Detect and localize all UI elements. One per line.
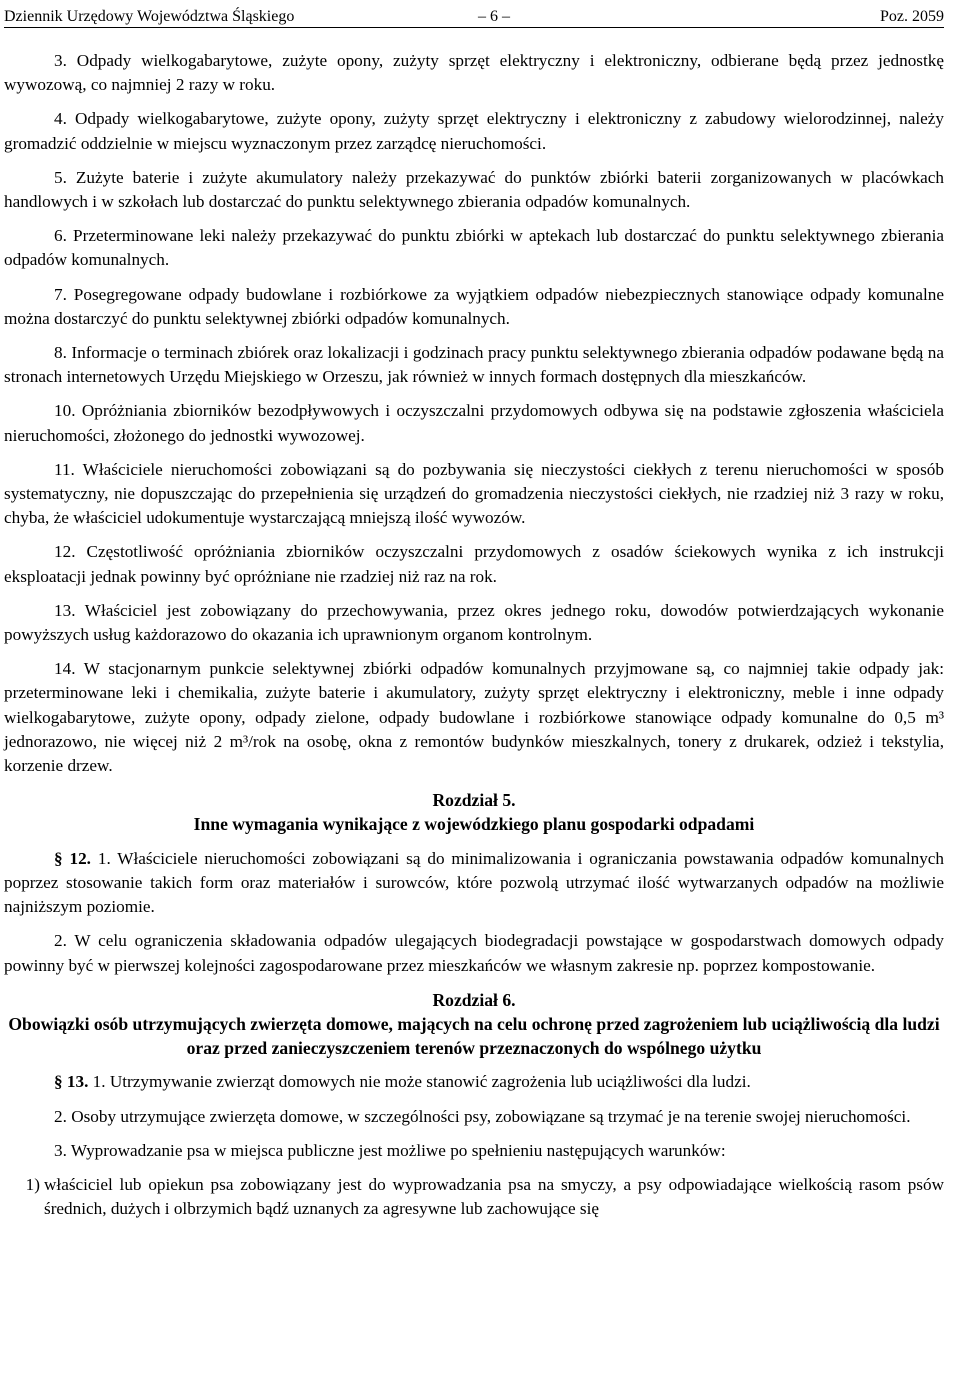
publication-name: Dziennik Urzędowy Województwa Śląskiego [4,8,295,25]
document-body [4,49,944,1221]
section-12-text-1: 1. Właściciele nieruchomości zobowiązani są do minimalizowania i ograniczania powstawania odpadów komunalnych poprzez stosowanie takich form oraz materiałów i surowców, które pozwolą utrzymać ilość wytwarzanych odpadów na możliwie najniższym poziomie. [4,848,945,917]
paragraph-14: 14. W stacjonarnym punkcie selektywnej zbiórki odpadów komunalnych przyjmowane są, co najmniej takie odpady jak: przeterminowane leki i chemikalia, zużyte baterie i akumulatory, zużyty sprzęt elektryczny i elektroniczny, meble i inne odpady wielkogabarytowe, zużyte opony, odpady zielone, odpady budowlane i rozbiórkowe stanowiące odpady komunalne do 0,5 m³ jednorazowo, nie więcej niż 2 m³/rok na osobę, okna z remontów budynków mieszkalnych, tonery z drukarek, odzież i tekstylia, korzenie drzew. [4,659,944,776]
chapter-6-heading [4,988,944,1061]
list-item-number: 1) [25,1174,40,1194]
paragraph-11: 11. Właściciele nieruchomości zobowiązani są do pozbywania się nieczystości ciekłych z terenu nieruchomości w sposób systematyczny, nie dopuszczając do przepełnienia się urządzeń do gromadzenia nieczystości ciekłych, nie rzadziej niż 3 razy w roku, chyba, że właściciel udokumentuje wystarczającą mniejszą ilość wywozów. [4,459,944,528]
paragraph-6: 6. Przeterminowane leki należy przekazywać do punktu zbiórki w aptekach lub dostarczać do punktu selektywnego zbierania odpadów komunalnych. [4,226,944,270]
chapter-6-title: Obowiązki osób utrzymujących zwierzęta domowe, mających na celu ochronę przed zagrożeniem lub uciążliwością dla ludzi oraz przed zanieczyszczeniem terenów przeznaczonych do wspólnego użytku [8,1013,940,1059]
paragraph-12: 12. Częstotliwość opróżniania zbiorników oczyszczalni przydomowych z osadów ściekowych wynika z ich instrukcji eksploatacji jednak powinny być opróżniane nie rzadziej niż raz na rok. [4,542,944,586]
chapter-5-label: Rozdział 5. [432,790,516,811]
chapter-5-title: Inne wymagania wynikające z wojewódzkiego planu gospodarki odpadami [193,814,755,835]
section-12-number: § 12. [54,848,91,868]
section-13-text-1: 1. Utrzymywanie zwierząt domowych nie może stanowić zagrożenia lub uciążliwości dla ludzi. [88,1072,751,1092]
section-13-paragraph-3: 3. Wyprowadzanie psa w miejsca publiczne jest możliwe po spełnieniu następujących warunków: [54,1140,726,1160]
paragraph-13: 13. Właściciel jest zobowiązany do przechowywania, przez okres jednego roku, dowodów potwierdzających wykonanie powyższych usług każdorazowo do okazania ich uprawnionym organom kontrolnym. [4,600,944,645]
paragraph-3: 3. Odpady wielkogabarytowe, zużyte opony, zużyty sprzęt elektryczny i elektroniczny, odbierane będą przez jednostkę wywozową, co najmniej 2 razy w roku. [4,51,944,95]
paragraph-4: 4. Odpady wielkogabarytowe, zużyte opony, zużyty sprzęt elektryczny i elektroniczny z zabudowy wielorodzinnej, należy gromadzić oddzielnie w miejscu wyznaczonym przez zarządcę nieruchomości. [4,109,944,153]
position-number: Poz. 2059 [880,8,944,25]
page-number: – 6 – [478,8,510,25]
section-13-number: § 13. [54,1072,89,1092]
section-12-paragraph-1 [4,847,944,920]
paragraph-5: 5. Zużyte baterie i zużyte akumulatory należy przekazywać do punktów zbiórki baterii zorganizowanych w placówkach handlowych i w szkołach lub dostarczać do punktu selektywnego zbierania odpadów komunalnych. [4,167,944,212]
page-header [4,0,944,28]
section-13-paragraph-2: 2. Osoby utrzymujące zwierzęta domowe, w szczególności psy, zobowiązane są trzymać je na terenie swojej nieruchomości. [54,1106,911,1126]
section-13-paragraph-1 [4,1070,944,1094]
paragraph-10: 10. Opróżniania zbiorników bezodpływowych i oczyszczalni przydomowych odbywa się na podstawie zgłoszenia właściciela nieruchomości, złożonego do jednostki wywozowej. [4,401,944,445]
chapter-5-heading [4,788,944,836]
paragraph-7: 7. Posegregowane odpady budowlane i rozbiórkowe za wyjątkiem odpadów niebezpiecznych stanowiące odpady komunalne można dostarczyć do punktu selektywnej zbiórki odpadów komunalnych. [4,284,944,328]
chapter-6-label: Rozdział 6. [432,989,516,1010]
paragraph-8: 8. Informacje o terminach zbiórek oraz lokalizacji i godzinach pracy punktu selektywnego zbierania odpadów podawane będą na stronach internetowych Urzędu Miejskiego w Orzeszu, jak również w innych formach dostępnych dla mieszkańców. [4,343,944,387]
section-12-paragraph-2: 2. W celu ograniczenia składowania odpadów ulegających biodegradacji powstające w gospodarstwach domowych odpady powinny być w pierwszej kolejności zagospodarowane przez mieszkańców we własnym zakresie np. poprzez kompostowanie. [4,931,944,975]
document-page [4,0,944,1221]
list-item [4,1173,944,1221]
list-item-text: właściciel lub opiekun psa zobowiązany jest do wyprowadzania psa na smyczy, a psy odpowiadające wielkością rasom psów średnich, dużych i olbrzymich bądź uznanych za agresywne lub zachowujące się [44,1174,944,1219]
